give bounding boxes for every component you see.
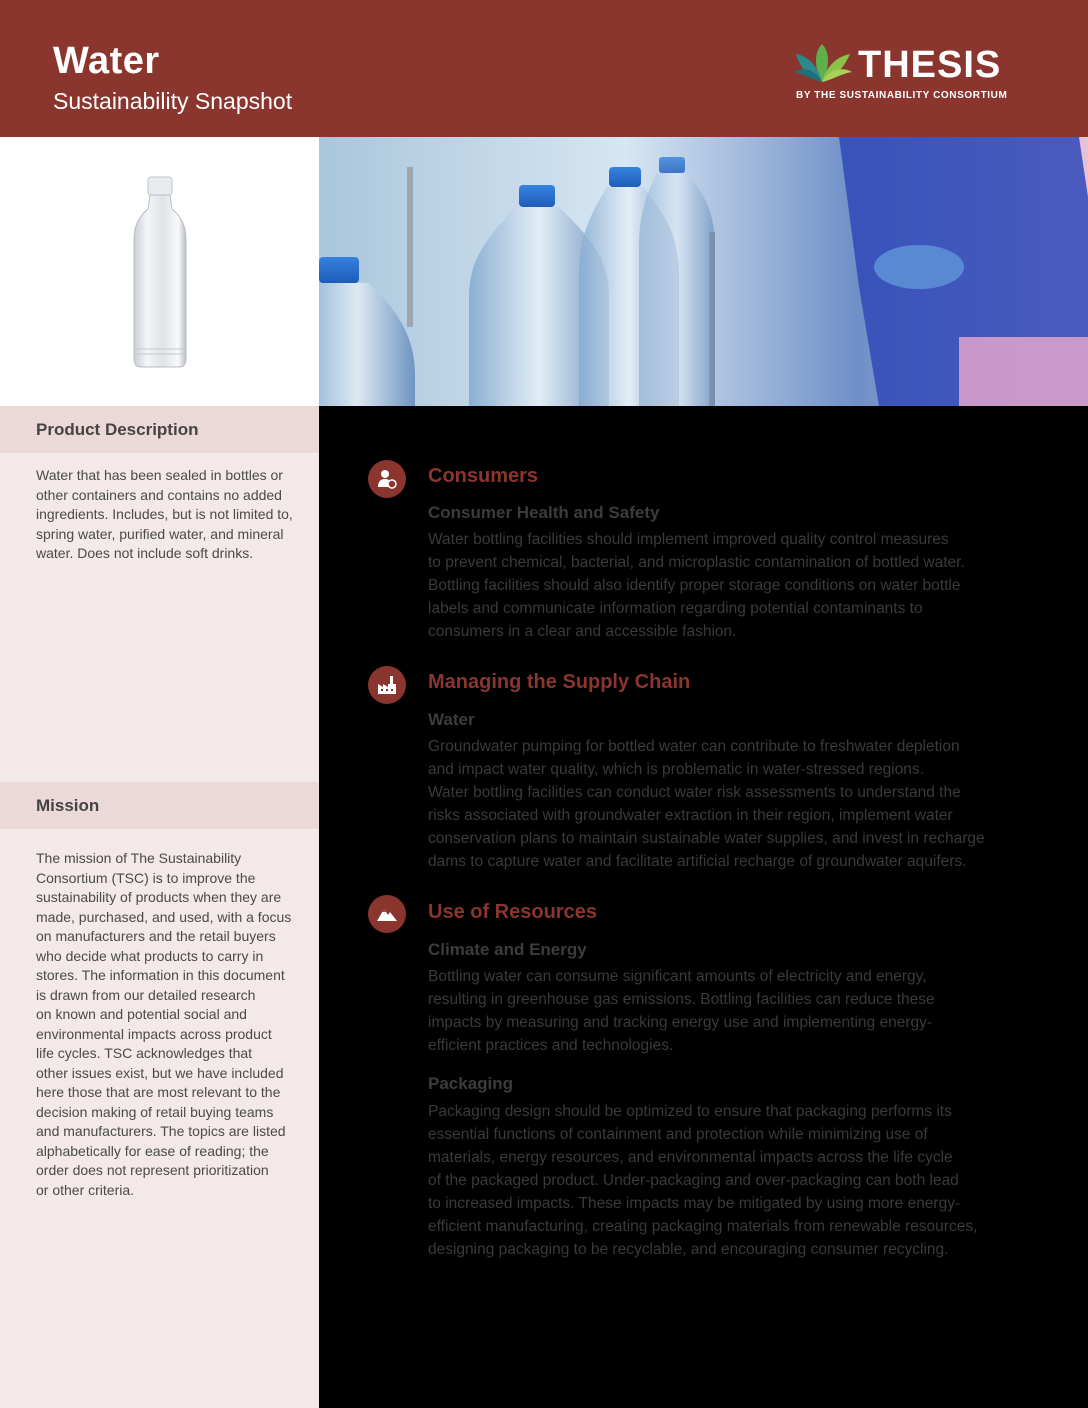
mission-text: The mission of The Sustainability Consortium (TSC) is to improve the sustainability of products when they are made, purchased, and used, with a focus on manufacturers and the retail buyers who decide what products to carry in stores. The information in this document is drawn from our detailed research on known and potential social and environmental impacts across product life cycles. TSC acknowledges that other issues exist, but we have included here those that are most relevant to the decision making of retail buying teams and manufacturers. The topics are listed alphabetically for ease of reading; the order does not represent prioritization or other criteria. [36, 850, 292, 1198]
thesis-logo [792, 38, 1032, 108]
packaging-paragraph: Packaging design should be optimized to ensure that packaging performs its essential functions of containment and protection while minimizing use of materials, energy resources, and environmental impacts across the life cycle of the packaged product. Under-packaging and over-packaging can both lead to increased impacts. These impacts may be mitigated by using more energy- efficient manufacturing, creating packaging materials from renewable resources, designing packaging to be recyclable, and encouraging consumer recycling. [428, 1103, 978, 1258]
subtitle-water: Water [428, 710, 475, 729]
sidebar [0, 406, 319, 1408]
mission-heading: Mission [0, 782, 319, 829]
page-subtitle: Sustainability Snapshot [53, 88, 293, 114]
consumers-paragraph: Water bottling facilities should implement improved quality control measures to prevent chemical, bacterial, and microplastic contamination of bottled water. Bottling facilities should also identify proper storage conditions on water bottle labels and communicate information regarding potential contaminants to consumers in a clear and accessible fashion. [428, 531, 965, 640]
climate-energy-paragraph: Bottling water can consume significant amounts of electricity and energy, resulting in greenhouse gas emissions. Bottling facilities can reduce these impacts by measuring and tracking energy use and implementing energy- efficient practices and technologies. [428, 968, 935, 1054]
section-title-supply-chain: Managing the Supply Chain [428, 671, 691, 693]
subtitle-climate-energy: Climate and Energy [428, 940, 587, 959]
water-bottle-icon [0, 137, 319, 406]
logo-tagline: BY THE SUSTAINABILITY CONSORTIUM [796, 90, 1008, 101]
bottling-line-photo [319, 137, 1088, 406]
subtitle-consumer-health: Consumer Health and Safety [428, 503, 660, 522]
consumer-icon [368, 460, 406, 498]
subtitle-packaging: Packaging [428, 1074, 514, 1093]
product-description-text: Water that has been sealed in bottles or other containers and contains no added ingredients. Includes, but is not limited to, spring water, purified water, and mineral water. Does not include soft drinks. [36, 467, 293, 561]
factory-icon [368, 666, 406, 704]
section-title-resources: Use of Resources [428, 901, 597, 923]
logo-wordmark: THESIS [858, 44, 1002, 86]
header-banner [0, 0, 1088, 137]
product-image-panel [0, 137, 319, 406]
section-title-consumers: Consumers [428, 465, 539, 487]
leaf-logo-icon [792, 38, 854, 86]
supply-chain-paragraph: Groundwater pumping for bottled water can contribute to freshwater depletion and impact water quality, which is problematic in water-stressed regions. Water bottling facilities can conduct water risk assessments to understand the risks associated with groundwater extraction in their region, implement water conservation plans to maintain sustainable water supplies, and invest in recharge dams to capture water and facilitate artificial recharge of groundwater aquifers. [428, 738, 985, 870]
mountain-icon [368, 895, 406, 933]
page-title: Water [53, 40, 160, 82]
product-description-heading: Product Description [0, 406, 319, 453]
